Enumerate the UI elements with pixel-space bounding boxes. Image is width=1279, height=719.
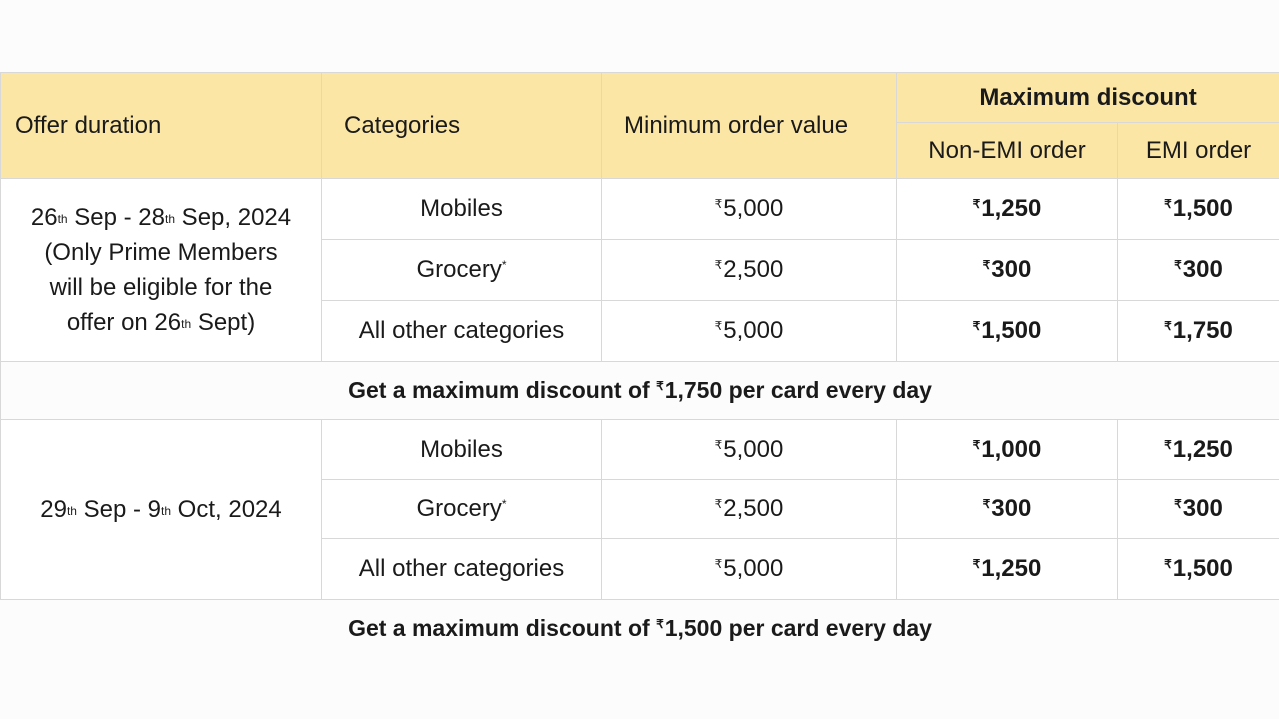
rupee-symbol: ₹ <box>714 319 723 333</box>
summary-row <box>1 362 1279 420</box>
non-emi-value: 1,000 <box>981 435 1042 463</box>
summary-row <box>1 600 1279 658</box>
rupee-symbol: ₹ <box>714 437 723 452</box>
non-emi-cell <box>897 179 1118 240</box>
rupee-symbol: ₹ <box>714 258 723 272</box>
category-marker: * <box>501 497 507 511</box>
duration-sup: th <box>57 212 68 226</box>
rupee-symbol: ₹ <box>714 557 723 571</box>
non-emi-value: 1,250 <box>981 195 1042 222</box>
duration-text: Oct, 2024 <box>171 496 282 523</box>
summary-text: per card every day <box>722 615 932 641</box>
non-emi-cell <box>897 240 1118 301</box>
category-label: Mobiles <box>420 435 503 463</box>
non-emi-value: 300 <box>991 256 1032 283</box>
duration-line <box>1 305 321 340</box>
category-label: Mobiles <box>420 195 503 222</box>
summary-cell <box>1 600 1279 658</box>
non-emi-cell <box>897 480 1118 539</box>
min-order-cell <box>602 301 897 362</box>
rupee-symbol: ₹ <box>972 557 981 571</box>
rupee-symbol: ₹ <box>1164 437 1172 452</box>
emi-value: 1,500 <box>1172 555 1233 582</box>
duration-line: (Only Prime Members <box>44 239 278 266</box>
header-minimum-order-value: Minimum order value <box>602 73 897 179</box>
summary-text: per card every day <box>722 377 932 403</box>
offer-table <box>0 72 1279 657</box>
min-order-value: 5,000 <box>723 195 784 222</box>
summary-cell <box>1 362 1279 420</box>
duration-text: 29 <box>40 496 67 523</box>
non-emi-value: 300 <box>991 495 1032 522</box>
category-label: Grocery <box>416 495 502 522</box>
min-order-cell <box>602 240 897 301</box>
category-label: All other categories <box>358 555 565 582</box>
rupee-symbol: ₹ <box>656 379 664 393</box>
category-cell <box>322 539 602 600</box>
min-order-value: 5,000 <box>723 555 784 582</box>
summary-amount: 1,750 <box>664 377 723 403</box>
emi-value: 300 <box>1182 256 1223 283</box>
min-order-value: 2,500 <box>723 495 784 522</box>
emi-cell <box>1118 480 1279 539</box>
duration-text: Sept) <box>191 309 256 336</box>
non-emi-cell <box>897 301 1118 362</box>
min-order-cell <box>602 179 897 240</box>
summary-text: Get a maximum discount of <box>348 377 657 403</box>
rupee-symbol: ₹ <box>714 197 723 211</box>
duration-text: Sep - 28 <box>67 204 165 231</box>
offer-table-container <box>0 72 1279 657</box>
emi-cell <box>1118 420 1279 480</box>
offer-duration-cell <box>1 420 322 600</box>
non-emi-value: 1,250 <box>981 555 1042 582</box>
duration-text: offer on 26 <box>66 309 182 336</box>
emi-value: 1,500 <box>1172 195 1233 222</box>
header-categories: Categories <box>322 73 602 179</box>
summary-text: Get a maximum discount of <box>348 615 657 641</box>
min-order-cell <box>602 420 897 480</box>
rupee-symbol: ₹ <box>656 617 664 631</box>
non-emi-cell <box>897 539 1118 600</box>
table-row <box>1 179 1279 240</box>
rupee-symbol: ₹ <box>1174 497 1182 511</box>
rupee-symbol: ₹ <box>1174 258 1182 272</box>
header-offer-duration: Offer duration <box>1 73 322 179</box>
rupee-symbol: ₹ <box>972 437 981 452</box>
category-cell <box>322 301 602 362</box>
duration-sup: th <box>165 212 176 226</box>
duration-sup: th <box>66 504 77 518</box>
category-cell <box>322 480 602 539</box>
duration-sup: th <box>181 317 192 331</box>
rupee-symbol: ₹ <box>972 197 981 211</box>
min-order-value: 5,000 <box>723 435 784 463</box>
header-non-emi-order: Non-EMI order <box>897 123 1118 179</box>
non-emi-cell <box>897 420 1118 480</box>
rupee-symbol: ₹ <box>1164 197 1172 211</box>
emi-cell <box>1118 539 1279 600</box>
min-order-cell <box>602 480 897 539</box>
duration-text: Sep, 2024 <box>175 204 292 231</box>
rupee-symbol: ₹ <box>1164 319 1172 333</box>
category-label: Grocery <box>416 256 502 283</box>
emi-value: 300 <box>1182 495 1223 522</box>
category-marker: * <box>501 258 507 272</box>
duration-line <box>1 200 321 235</box>
min-order-value: 5,000 <box>723 317 784 344</box>
rupee-symbol: ₹ <box>1164 557 1172 571</box>
rupee-symbol: ₹ <box>714 497 723 511</box>
category-cell <box>322 240 602 301</box>
duration-sup: th <box>161 504 172 518</box>
non-emi-value: 1,500 <box>981 317 1042 344</box>
emi-value: 1,250 <box>1172 435 1233 463</box>
emi-value: 1,750 <box>1172 317 1233 344</box>
rupee-symbol: ₹ <box>982 258 991 272</box>
duration-line <box>1 492 321 527</box>
duration-line: will be eligible for the <box>49 274 273 301</box>
category-cell <box>322 179 602 240</box>
min-order-value: 2,500 <box>723 256 784 283</box>
rupee-symbol: ₹ <box>972 319 981 333</box>
category-label: All other categories <box>358 317 565 344</box>
emi-cell <box>1118 179 1279 240</box>
min-order-cell <box>602 539 897 600</box>
duration-text: Sep - 9 <box>76 496 161 523</box>
header-emi-order: EMI order <box>1118 123 1279 179</box>
summary-amount: 1,500 <box>664 615 723 641</box>
category-cell <box>322 420 602 480</box>
table-row <box>1 420 1279 480</box>
emi-cell <box>1118 240 1279 301</box>
duration-text: 26 <box>30 204 58 231</box>
emi-cell <box>1118 301 1279 362</box>
rupee-symbol: ₹ <box>982 497 991 511</box>
header-maximum-discount: Maximum discount <box>897 73 1279 123</box>
offer-duration-cell <box>1 179 322 362</box>
